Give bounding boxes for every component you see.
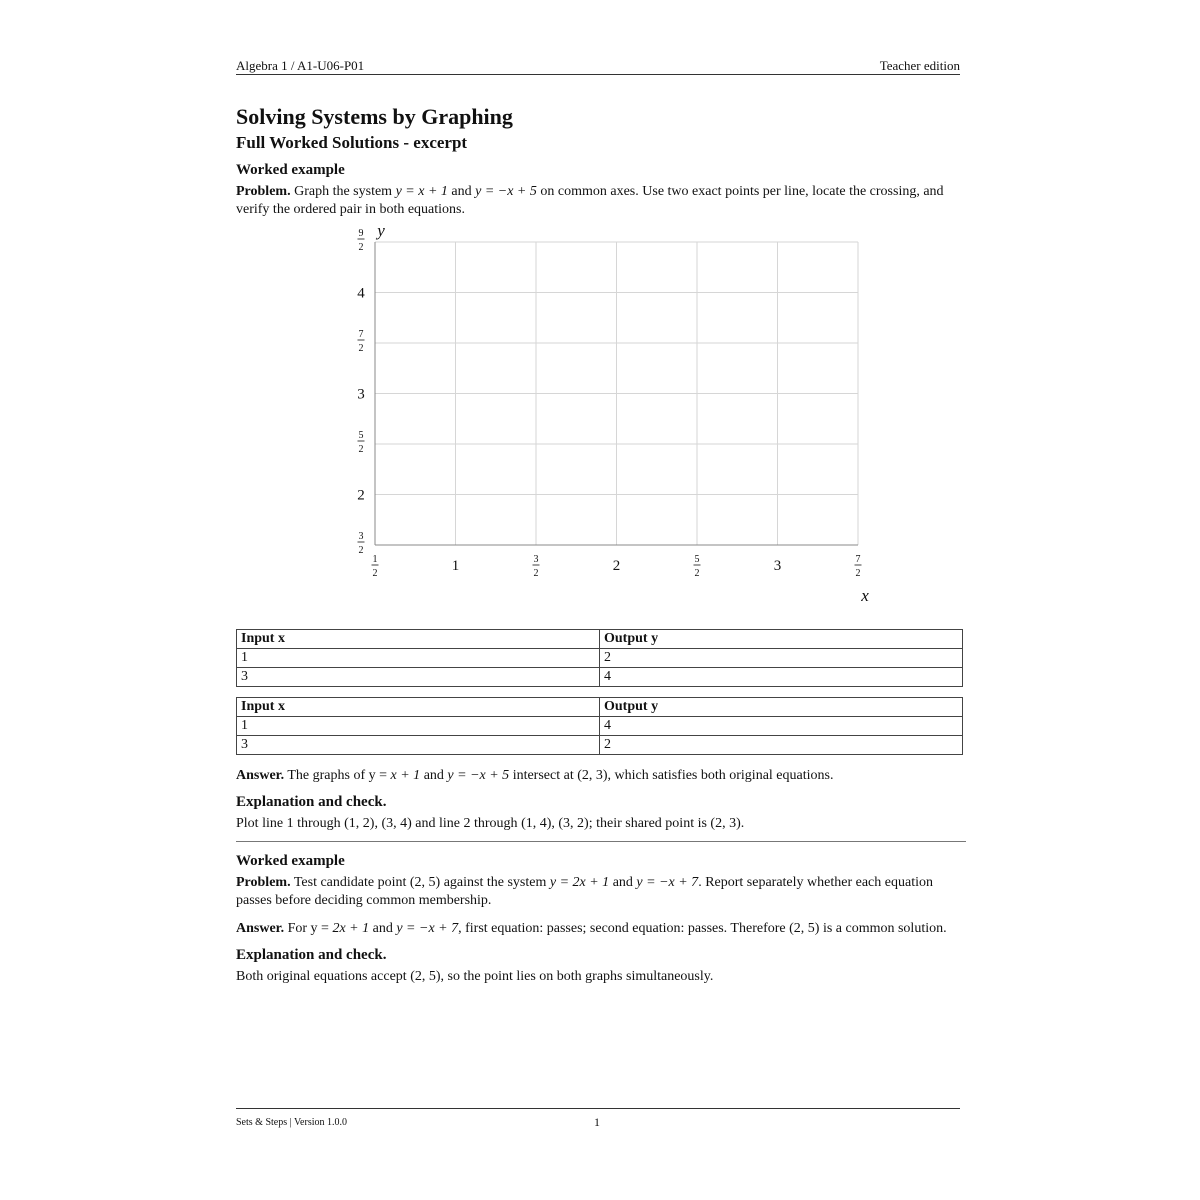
example2-check-heading: Explanation and check. — [236, 947, 387, 963]
y-tick-label-denominator: 2 — [358, 545, 364, 556]
table-cell: 4 — [600, 717, 963, 736]
table-cell: 3 — [237, 736, 600, 755]
y-tick-label: 3 — [357, 386, 365, 403]
point-list: (1, 4), (3, 2) — [521, 816, 589, 831]
equation-1: y = 2x + 1 — [549, 875, 610, 890]
problem-label: Problem. — [236, 184, 291, 199]
example2-check — [236, 968, 966, 986]
page-number: 1 — [594, 1115, 600, 1129]
ordered-pair: (2, 3) — [577, 768, 608, 783]
example1-check-heading: Explanation and check. — [236, 794, 387, 810]
check-text: ; their shared point is — [588, 816, 707, 831]
table-header-cell: Input x — [237, 630, 600, 649]
y-tick-label-numerator: 5 — [358, 430, 364, 441]
table-header-cell: Input x — [237, 698, 600, 717]
line-number: 2 — [463, 816, 471, 831]
problem-text: and — [612, 875, 633, 890]
x-tick-label-numerator: 1 — [372, 554, 378, 565]
problem-text: . Report separately whether each equation passes before deciding common membership. — [236, 875, 933, 908]
answer-label: Answer. — [236, 768, 285, 783]
example2-heading: Worked example — [236, 853, 345, 869]
page-subtitle: Full Worked Solutions - excerpt — [236, 133, 468, 152]
line-number: 1 — [286, 816, 294, 831]
example2-answer — [236, 920, 966, 938]
main-content — [236, 161, 966, 992]
answer-text: and — [423, 768, 444, 783]
ordered-pair: (2, 5) — [789, 921, 820, 936]
table-row — [237, 736, 963, 755]
problem-text: Test candidate point — [293, 875, 407, 890]
answer-text: , which satisfies both original equations. — [607, 768, 834, 783]
problem-text: and — [451, 184, 472, 199]
table-header-row — [237, 698, 963, 717]
y-axis-label: y — [377, 225, 385, 240]
equation-2: y = −x + 7 — [636, 875, 699, 890]
answer-text: is a common solution. — [822, 921, 947, 936]
y-tick-label-denominator: 2 — [358, 444, 364, 455]
table-row — [237, 717, 963, 736]
y-tick-label-numerator: 9 — [358, 228, 364, 239]
equation-1: 2x + 1 — [332, 921, 370, 936]
page-header — [236, 58, 960, 75]
equation-2: y = −x + 5 — [475, 184, 537, 199]
ordered-pair: (2, 3) — [710, 816, 741, 831]
x-tick-label-numerator: 5 — [694, 554, 700, 565]
y-tick-label: 4 — [357, 285, 365, 302]
example1-heading: Worked example — [236, 162, 345, 178]
value-table-1 — [236, 629, 963, 687]
x-tick-label-denominator: 2 — [855, 568, 861, 579]
y-tick-label-numerator: 7 — [358, 329, 364, 340]
x-tick-label-numerator: 3 — [533, 554, 539, 565]
table-cell: 4 — [600, 668, 963, 687]
table-header-cell: Output y — [600, 630, 963, 649]
point-list: (1, 2), (3, 4) — [344, 816, 412, 831]
table-header-row — [237, 630, 963, 649]
table-row — [237, 649, 963, 668]
value-table-2 — [236, 697, 963, 755]
check-text: , so the point lies on both graphs simultaneously. — [440, 969, 714, 984]
answer-text: The graphs of y = — [287, 768, 388, 783]
example1-problem — [236, 183, 966, 219]
equation-2: y = −x + 5 — [447, 768, 510, 783]
check-text: Both original equations accept — [236, 969, 407, 984]
ordered-pair: (2, 5) — [409, 875, 441, 890]
table-cell: 3 — [237, 668, 600, 687]
problem-label: Problem. — [236, 875, 291, 890]
y-tick-label: 2 — [357, 487, 365, 504]
check-text: . — [740, 816, 745, 831]
y-tick-label-denominator: 2 — [358, 242, 364, 253]
page-footer — [236, 1108, 960, 1129]
x-tick-label-denominator: 2 — [372, 568, 378, 579]
answer-text: For y = — [287, 921, 329, 936]
x-tick-label-denominator: 2 — [694, 568, 700, 579]
equation-2: y = −x + 7 — [396, 921, 459, 936]
answer-text: and — [372, 921, 393, 936]
equation-1: y = x + 1 — [395, 184, 448, 199]
x-tick-label: 2 — [612, 558, 621, 574]
section-divider — [236, 841, 966, 842]
check-text: Plot line — [236, 816, 284, 831]
table-cell: 1 — [237, 649, 600, 668]
answer-text: , first equation: passes; second equation: passes. Therefore — [458, 921, 786, 936]
answer-label: Answer. — [236, 921, 285, 936]
graph-svg — [236, 225, 966, 617]
equation-1: x + 1 — [390, 768, 421, 783]
table-row — [237, 668, 963, 687]
table-cell: 2 — [600, 649, 963, 668]
table-header-cell: Output y — [600, 698, 963, 717]
table-cell: 1 — [237, 717, 600, 736]
problem-text: against the system — [443, 875, 547, 890]
x-axis-label: x — [861, 586, 869, 605]
problem-text: on common axes. Use two exact points per line, locate the crossing, and verify the ordered pair in both equations. — [236, 184, 944, 217]
edition-label: Teacher edition — [879, 58, 960, 73]
y-tick-label-denominator: 2 — [358, 343, 364, 354]
check-text: through — [474, 816, 518, 831]
page-title: Solving Systems by Graphing — [236, 104, 513, 129]
coordinate-graph — [236, 225, 966, 617]
check-text: through — [297, 816, 341, 831]
x-tick-label-denominator: 2 — [533, 568, 539, 579]
problem-text: Graph the system — [294, 184, 393, 199]
example1-check — [236, 815, 966, 833]
x-tick-label: 3 — [773, 558, 782, 574]
y-tick-label-numerator: 3 — [358, 531, 364, 542]
table-cell: 2 — [600, 736, 963, 755]
x-tick-label: 1 — [451, 558, 460, 574]
example1-answer — [236, 767, 966, 785]
course-code: Algebra 1 / A1-U06-P01 — [236, 58, 365, 73]
footer-version: Sets & Steps | Version 1.0.0 — [236, 1117, 347, 1128]
ordered-pair: (2, 5) — [410, 969, 441, 984]
example2-problem — [236, 874, 966, 910]
answer-text: intersect at — [512, 768, 574, 783]
check-text: and line — [415, 816, 460, 831]
x-tick-label-numerator: 7 — [855, 554, 861, 565]
